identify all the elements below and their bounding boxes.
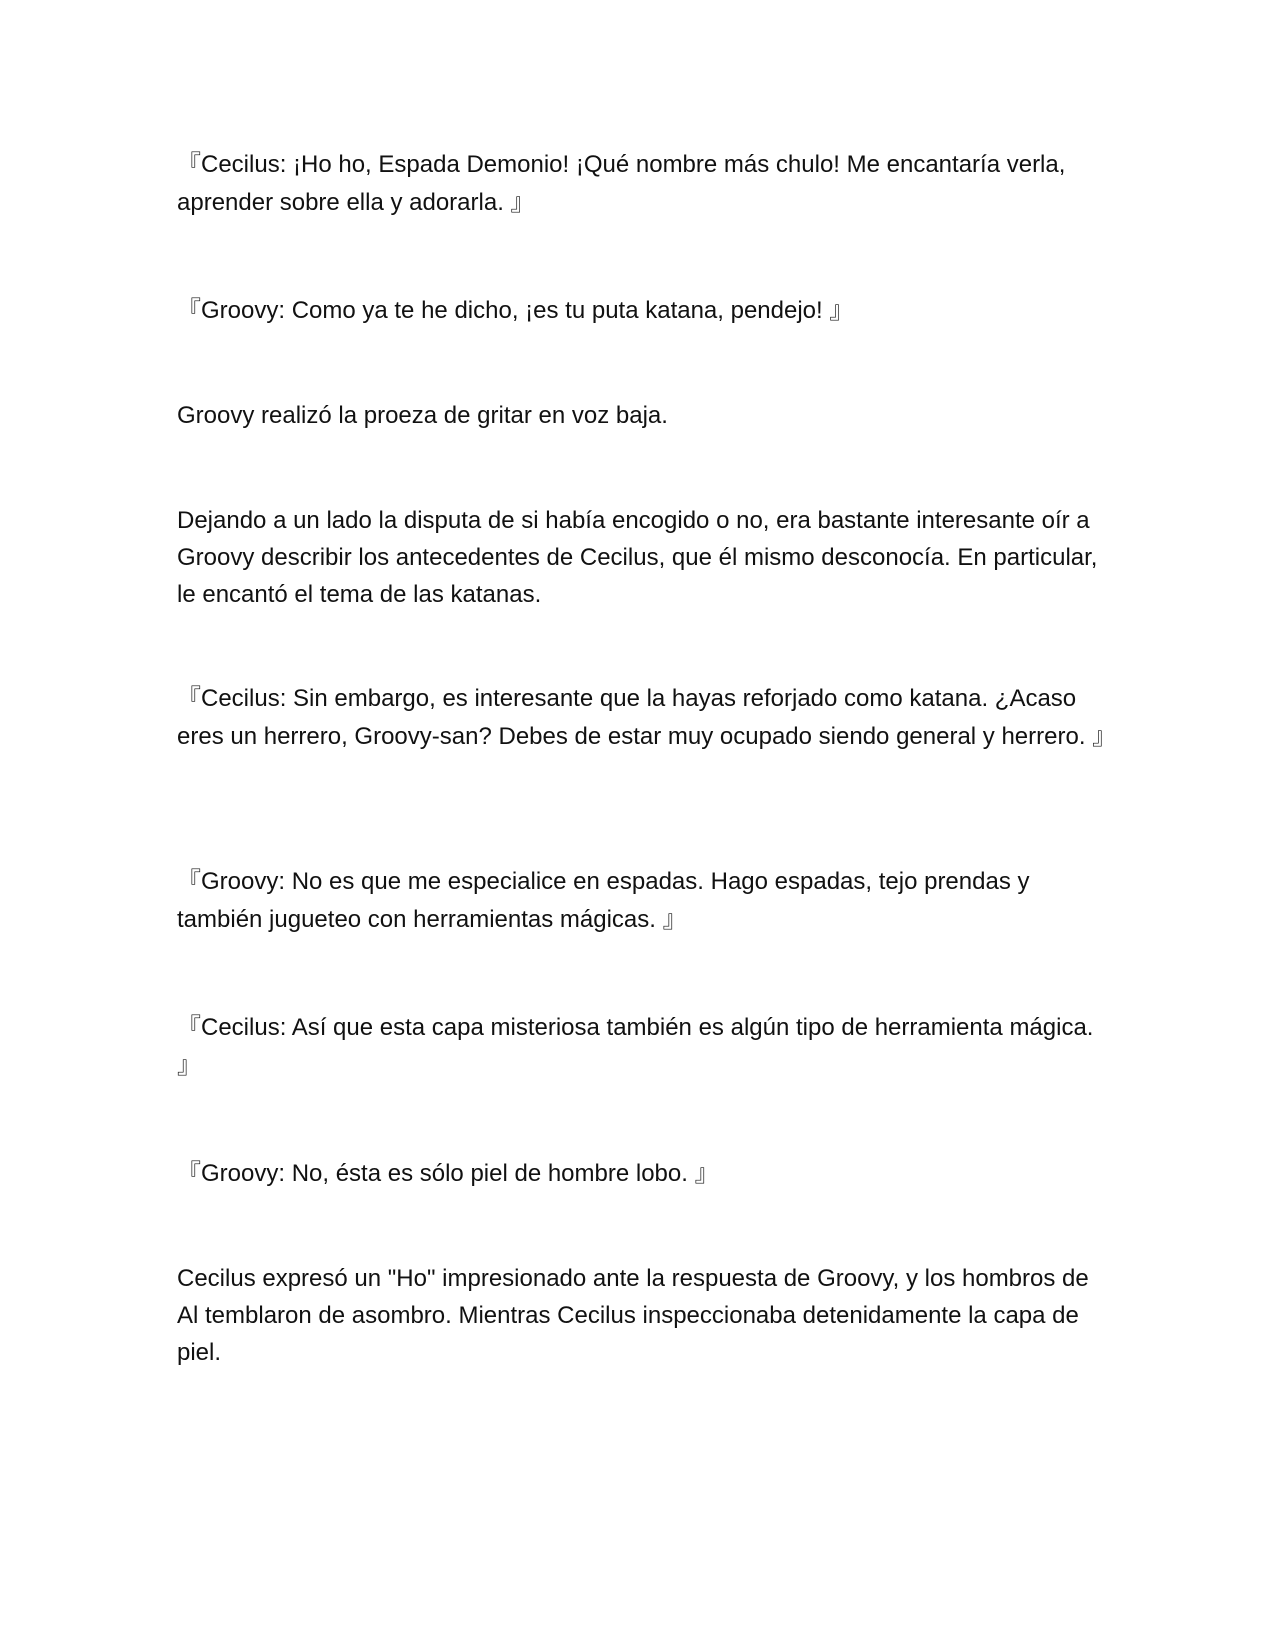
- narration-dispute: Dejando a un lado la disputa de si había encogido o no, era bastante interesante oír a Groovy describir los antecedentes de Cecilus, que él mismo desconocía. En particular, le encantó el tema de las katanas.: [177, 507, 1098, 608]
- dialogue-cecilus-cape: 『Cecilus: Así que esta capa misteriosa también es algún tipo de herramienta mágica. 』: [177, 1014, 1094, 1079]
- narration-groovy-shout: Groovy realizó la proeza de gritar en voz baja.: [177, 402, 668, 429]
- dialogue-cecilus-demon-sword: 『Cecilus: ¡Ho ho, Espada Demonio! ¡Qué nombre más chulo! Me encantaría verla, aprender sobre ella y adorarla. 』: [177, 151, 1066, 216]
- dialogue-groovy-katana: 『Groovy: Como ya te he dicho, ¡es tu puta katana, pendejo! 』: [177, 297, 854, 324]
- dialogue-groovy-werewolf: 『Groovy: No, ésta es sólo piel de hombre lobo. 』: [177, 1160, 719, 1187]
- dialogue-groovy-crafts: 『Groovy: No es que me especialice en espadas. Hago espadas, tejo prendas y también jugueteo con herramientas mágicas. 』: [177, 868, 1030, 933]
- narration-cecilus-inspects: Cecilus expresó un "Ho" impresionado ante la respuesta de Groovy, y los hombros de Al temblaron de asombro. Mientras Cecilus inspeccionaba detenidamente la capa de piel.: [177, 1265, 1089, 1366]
- dialogue-cecilus-blacksmith: 『Cecilus: Sin embargo, es interesante que la hayas reforjado como katana. ¿Acaso eres un herrero, Groovy-san? Debes de estar muy ocupado siendo general y herrero. 』: [177, 685, 1117, 750]
